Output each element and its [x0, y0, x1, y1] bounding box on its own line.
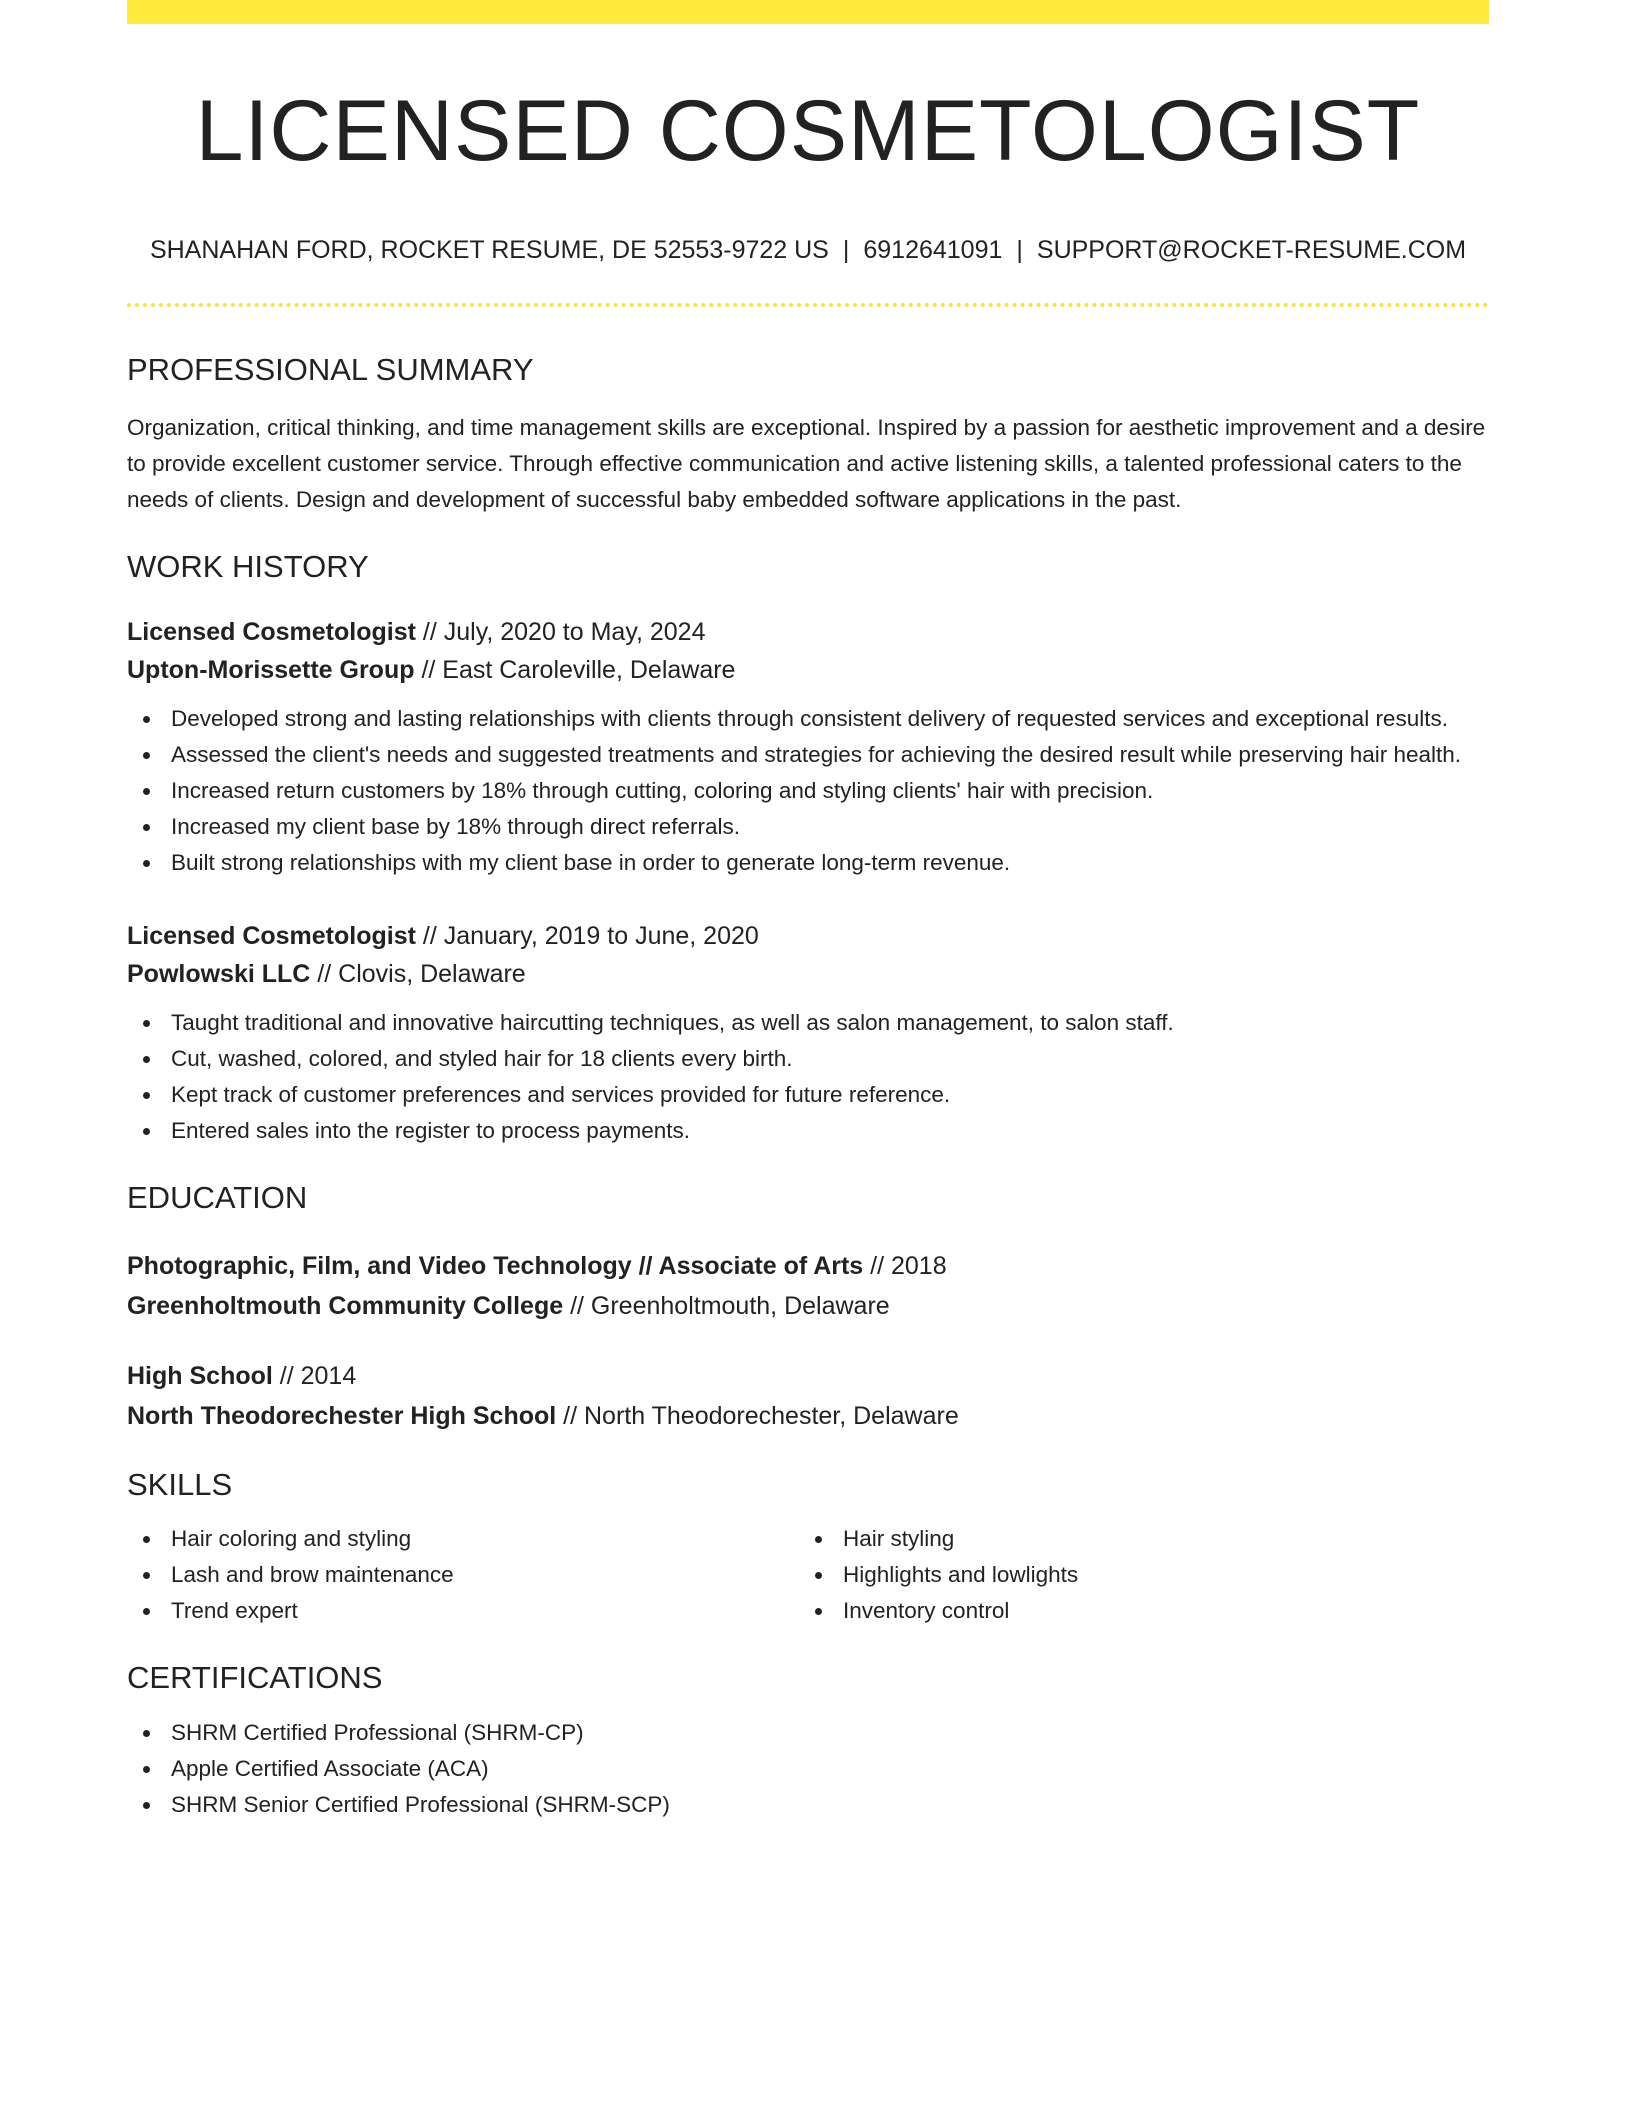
summary-text: Organization, critical thinking, and time management skills are exceptional. Inspired by a passion for aesthetic improvement and a desire to provide excellent customer service. Through effective communication and active listening skills, a talented professional caters to the needs of clients. Design and development of successful baby embedded software applications in the past. [127, 414, 1486, 512]
header-divider [127, 303, 1489, 307]
job-title-line [127, 613, 1489, 651]
contact-separator: | [1016, 235, 1023, 264]
work-history-section [127, 548, 1489, 1149]
school-name: North Theodorechester High School [127, 1402, 557, 1431]
school-line [127, 1396, 1489, 1436]
certifications-list [127, 1715, 1489, 1823]
job-entry [127, 613, 1489, 881]
job-bullets [127, 701, 1489, 881]
skills-grid [127, 1521, 1489, 1629]
job-employer: Powlowski LLC [127, 959, 311, 988]
job-location: // East Caroleville, Delaware [414, 655, 736, 684]
work-history-heading: WORK HISTORY [127, 548, 369, 584]
degree-year: // 2014 [272, 1362, 357, 1391]
list-item: Hair coloring and styling [127, 1521, 799, 1557]
resume-page [127, 0, 1489, 1823]
job-employer-line [127, 651, 1489, 689]
list-item: Inventory control [799, 1593, 1471, 1629]
contact-phone: 6912641091 [863, 235, 1003, 264]
certifications-heading: CERTIFICATIONS [127, 1660, 383, 1696]
list-item: Developed strong and lasting relationships with clients through consistent delivery of requested services and exceptional results. [127, 701, 1489, 737]
contact-email: SUPPORT@ROCKET-RESUME.COM [1036, 235, 1467, 264]
job-title-line [127, 917, 1489, 955]
skills-heading: SKILLS [127, 1467, 233, 1503]
skills-left-column [127, 1521, 799, 1629]
degree-name: Photographic, Film, and Video Technology // Associate of Arts [127, 1252, 864, 1281]
list-item: SHRM Certified Professional (SHRM-CP) [127, 1715, 1489, 1751]
contact-address: SHANAHAN FORD, ROCKET RESUME, DE 52553-9722 US [149, 235, 829, 264]
list-item: Lash and brow maintenance [127, 1557, 799, 1593]
contact-separator: | [842, 235, 850, 264]
list-item: Entered sales into the register to process payments. [127, 1113, 1489, 1149]
education-section [127, 1179, 1489, 1436]
contact-line [127, 235, 1489, 265]
list-item: Increased return customers by 18% through cutting, coloring and styling clients' hair with precision. [127, 773, 1489, 809]
education-heading: EDUCATION [127, 1179, 308, 1215]
degree-name: High School [127, 1362, 273, 1391]
school-name: Greenholtmouth Community College [127, 1292, 564, 1321]
degree-year: // 2018 [863, 1252, 947, 1281]
job-employer: Upton-Morissette Group [127, 655, 415, 684]
job-title: Licensed Cosmetologist [127, 617, 416, 646]
degree-line [127, 1246, 1489, 1286]
school-location: // Greenholtmouth, Delaware [563, 1292, 890, 1321]
job-title: Licensed Cosmetologist [127, 921, 416, 950]
education-entry [127, 1246, 1489, 1326]
list-item: Apple Certified Associate (ACA) [127, 1751, 1489, 1787]
job-bullets [127, 1005, 1489, 1149]
list-item: Built strong relationships with my client base in order to generate long-term revenue. [127, 845, 1489, 881]
list-item: Trend expert [127, 1593, 799, 1629]
list-item: Cut, washed, colored, and styled hair for 18 clients every birth. [127, 1041, 1489, 1077]
skills-section [127, 1466, 1489, 1629]
summary-heading: PROFESSIONAL SUMMARY [127, 351, 534, 387]
degree-line [127, 1356, 1489, 1396]
accent-bar [127, 0, 1489, 24]
page-title: LICENSED COSMETOLOGIST [195, 83, 1421, 179]
list-item: Hair styling [799, 1521, 1471, 1557]
job-employer-line [127, 955, 1489, 993]
job-entry [127, 917, 1489, 1149]
skills-right-column [799, 1521, 1471, 1629]
certifications-section [127, 1659, 1489, 1822]
job-location: // Clovis, Delaware [310, 959, 526, 988]
job-dates: // January, 2019 to June, 2020 [415, 921, 759, 950]
list-item: Increased my client base by 18% through direct referrals. [127, 809, 1489, 845]
school-line [127, 1286, 1489, 1326]
list-item: Taught traditional and innovative haircutting techniques, as well as salon management, to salon staff. [127, 1005, 1489, 1041]
list-item: Highlights and lowlights [799, 1557, 1471, 1593]
list-item: Assessed the client's needs and suggested treatments and strategies for achieving the desired result while preserving hair health. [127, 737, 1489, 773]
education-entry [127, 1356, 1489, 1436]
school-location: // North Theodorechester, Delaware [556, 1402, 959, 1431]
list-item: Kept track of customer preferences and services provided for future reference. [127, 1077, 1489, 1113]
list-item: SHRM Senior Certified Professional (SHRM-SCP) [127, 1787, 1489, 1823]
job-dates: // July, 2020 to May, 2024 [415, 617, 706, 646]
